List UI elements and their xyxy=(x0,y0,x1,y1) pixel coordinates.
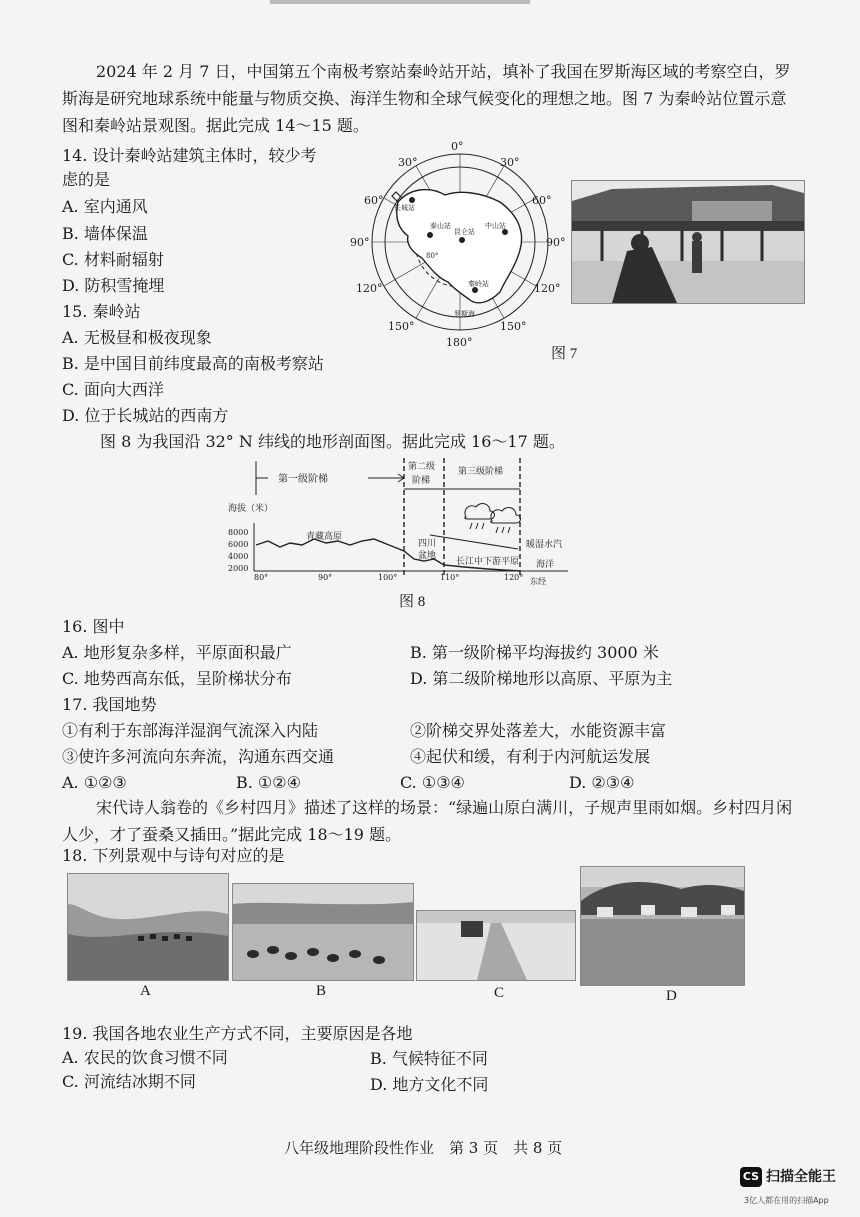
fig8-plateau: 青藏高原 xyxy=(306,532,343,542)
q17-item-4: ④起伏和缓，有利于内河航运发展 xyxy=(410,747,651,766)
page-footer: 八年级地理阶段性作业 第 3 页 共 8 页 xyxy=(284,1139,563,1157)
fig7-label-180: 180° xyxy=(446,336,473,349)
fig7-caption: 图 7 xyxy=(551,346,578,362)
q15-option-d: D. 位于长城站的西南方 xyxy=(62,406,229,425)
fig8-step2a: 第二级 xyxy=(408,462,436,472)
q18-label-b: B xyxy=(316,983,327,999)
q18-label-d: D xyxy=(666,988,677,1004)
q16-option-b: B. 第一级阶梯平均海拔约 3000 米 xyxy=(410,643,659,662)
q19-option-a: A. 农民的饮食习惯不同 xyxy=(62,1048,228,1067)
q17-item-3: ③使许多河流向东奔流，沟通东西交通 xyxy=(62,747,335,766)
fig8-xtick-100: 100° xyxy=(378,573,398,582)
fig7-label-r150: 150° xyxy=(500,320,527,333)
q14-option-b: B. 墙体保温 xyxy=(62,224,148,243)
fig7-label-taishan: 泰山站 xyxy=(430,222,451,230)
q14-stem-line1: 14. 设计秦岭站建筑主体时，较少考 xyxy=(62,146,317,165)
fig7-label-zhongshan: 中山站 xyxy=(485,222,506,230)
fig8-plain: 长江中下游平原 xyxy=(456,557,520,567)
fig7-label-ross-sea: 罗斯海 xyxy=(454,310,475,318)
scanner-brand-sub: 3亿人都在用的扫描App xyxy=(744,1196,829,1205)
fig7-label-tl30: 30° xyxy=(398,156,418,169)
q15-option-c: C. 面向大西洋 xyxy=(62,380,164,399)
fig8-ytick-6000: 6000 xyxy=(228,540,249,549)
q18-stem: 18. 下列景观中与诗句对应的是 xyxy=(62,846,285,865)
q17-option-d: D. ②③④ xyxy=(569,773,635,792)
q19-option-d: D. 地方文化不同 xyxy=(370,1075,489,1094)
q18-label-a: A xyxy=(140,983,151,999)
fig7-label-tr30: 30° xyxy=(500,156,520,169)
q15-stem: 15. 秦岭站 xyxy=(62,302,141,321)
q14-option-d: D. 防积雪掩埋 xyxy=(62,276,165,295)
q15-option-a: A. 无极昼和极夜现象 xyxy=(62,328,212,347)
fig8-vapor: 暖湿水汽 xyxy=(526,540,563,550)
q16-option-c: C. 地势西高东低，呈阶梯状分布 xyxy=(62,669,292,688)
fig7-label-kunlun: 昆仑站 xyxy=(454,228,475,236)
fig7-label-changcheng: 长城站 xyxy=(394,204,415,212)
q15-option-b: B. 是中国目前纬度最高的南极考察站 xyxy=(62,354,324,373)
fig8-yaxis-label: 海拔（米） xyxy=(228,504,274,514)
q19-option-b: B. 气候特征不同 xyxy=(370,1049,488,1068)
fig7-label-qinling: 秦岭站 xyxy=(468,280,489,288)
fig8-step3: 第三级阶梯 xyxy=(458,467,504,477)
q16-option-a: A. 地形复杂多样，平原面积最广 xyxy=(62,643,292,662)
fig7-label-80: 80° xyxy=(426,252,439,260)
q18-photo-a xyxy=(67,873,229,981)
intro-paragraph-fig7: 2024 年 2 月 7 日，中国第五个南极考察站秦岭站开站，填补了我国在罗斯海区域的考察空白，罗斯海是研究地球系统中能量与物质交换、海洋生物和全球气候变化的理想之地。图 7 为秦岭站位置示意图和秦岭站景观图。据此完成 14～15 题。 xyxy=(62,62,791,135)
q17-option-c: C. ①③④ xyxy=(400,773,465,792)
q17-option-b: B. ①②④ xyxy=(236,773,301,792)
q17-option-a: A. ①②③ xyxy=(62,773,127,792)
fig7-label-l90: 90° xyxy=(350,236,370,249)
antarctica-continent-shape xyxy=(397,190,522,303)
q16-option-d: D. 第二级阶梯地形以高原、平原为主 xyxy=(410,669,673,688)
fig7-label-l60: 60° xyxy=(364,194,384,207)
fig8-ytick-8000: 8000 xyxy=(228,528,249,537)
q19-stem: 19. 我国各地农业生产方式不同，主要原因是各地 xyxy=(62,1024,413,1043)
q17-item-1: ①有利于东部海洋湿润气流深入内陆 xyxy=(62,721,319,740)
fig8-xtick-80: 80° xyxy=(254,573,269,582)
scanner-logo-icon: CS xyxy=(740,1167,762,1187)
q18-photo-d xyxy=(580,866,745,986)
q14-stem-line2: 虑的是 xyxy=(62,170,111,189)
fig8-xtick-110: 110° xyxy=(440,573,460,582)
fig7-label-r60: 60° xyxy=(532,194,552,207)
q18-photo-b xyxy=(232,883,414,981)
scanner-brand-name: 扫描全能王 xyxy=(766,1169,836,1185)
q17-stem: 17. 我国地势 xyxy=(62,695,157,714)
fig7-label-l150: 150° xyxy=(388,320,415,333)
fig7-station-photo xyxy=(571,180,805,304)
top-scan-edge xyxy=(270,0,530,4)
fig8-terrain-profile xyxy=(228,455,578,590)
q14-option-c: C. 材料耐辐射 xyxy=(62,250,164,269)
fig8-ytick-4000: 4000 xyxy=(228,552,249,561)
fig7-label-l120: 120° xyxy=(356,282,383,295)
fig8-xtick-90: 90° xyxy=(318,573,333,582)
fig8-xtick-120: 120° xyxy=(504,573,524,582)
fig8-step1: 第一级阶梯 xyxy=(278,474,328,485)
intro-paragraph-poem: 宋代诗人翁卷的《乡村四月》描述了这样的场景：“绿遍山原白满川，子规声里雨如烟。乡村四月闲人少，才了蚕桑又插田。”据此完成 18～19 题。 xyxy=(62,798,793,844)
fig7-label-r120: 120° xyxy=(534,282,561,295)
intro-fig8: 图 8 为我国沿 32° N 纬线的地形剖面图。据此完成 16～17 题。 xyxy=(100,432,565,451)
fig7-label-r90: 90° xyxy=(546,236,566,249)
fig8-rain-clouds xyxy=(465,504,521,533)
fig8-caption: 图 8 xyxy=(399,594,426,610)
q18-photo-c xyxy=(416,910,576,981)
fig8-basin1: 四川 xyxy=(418,539,437,549)
q19-option-c: C. 河流结冰期不同 xyxy=(62,1072,196,1091)
q17-item-2: ②阶梯交界处落差大，水能资源丰富 xyxy=(410,721,667,740)
fig7-label-0: 0° xyxy=(451,140,464,153)
fig8-step2b: 阶梯 xyxy=(412,476,431,486)
fig7-antarctica-map xyxy=(350,140,570,350)
q16-stem: 16. 图中 xyxy=(62,617,125,636)
fig8-ocean: 海洋 xyxy=(536,560,555,570)
fig8-basin2: 盆地 xyxy=(418,551,437,561)
fig8-east: 东经 xyxy=(530,577,546,586)
q18-label-c: C xyxy=(494,985,505,1001)
fig8-ytick-2000: 2000 xyxy=(228,564,249,573)
q14-option-a: A. 室内通风 xyxy=(62,197,148,216)
